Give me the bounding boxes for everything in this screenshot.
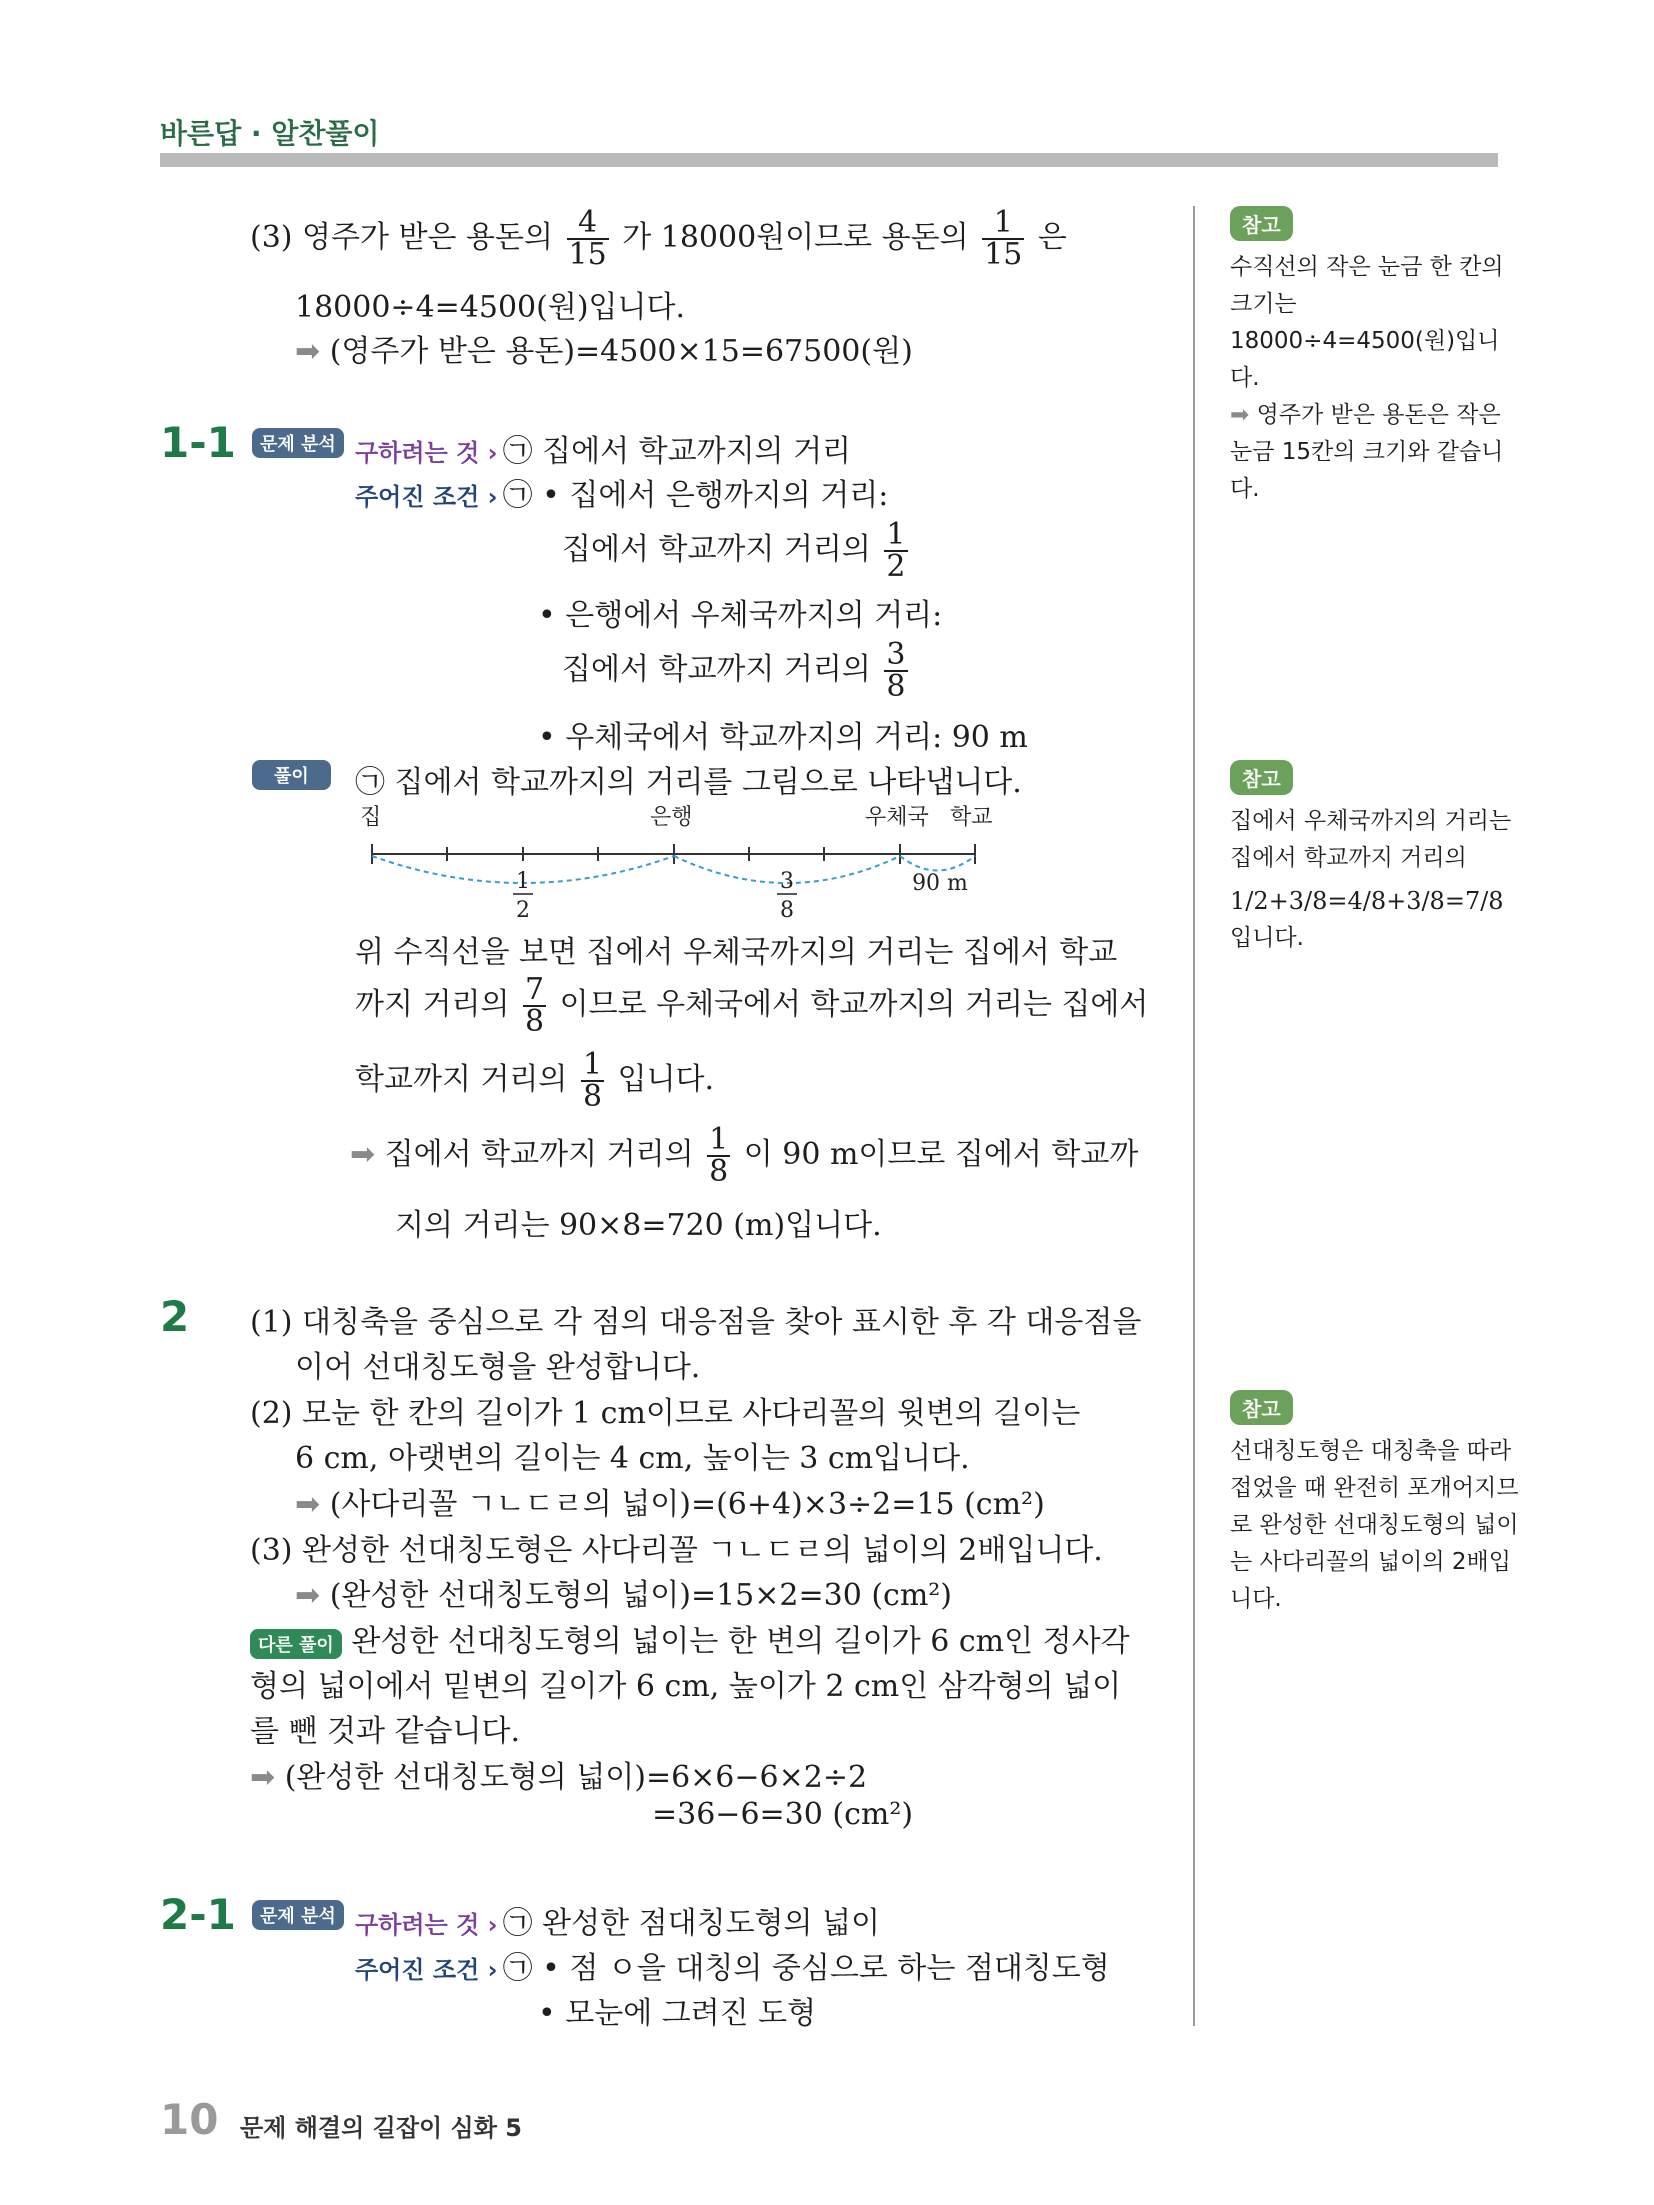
arrow-icon: ➡ [1230, 402, 1250, 428]
fraction: $\frac{3}{8}$ [886, 637, 906, 704]
fraction-expression: 1/2+3/8=4/8+3/8=7/8 [1230, 887, 1504, 915]
label-bank: 은행 [650, 805, 693, 830]
text-line: 이어 선대칭도형을 완성합니다. [295, 1350, 701, 1385]
arrow-icon: ➡ [350, 1137, 376, 1172]
label-post: 우체국 [865, 805, 929, 830]
want-row: 구하려는 것 › ㉠ 완성한 점대칭도형의 넓이 [355, 1906, 881, 1941]
fraction: $\frac{1}{8}$ [709, 1122, 729, 1189]
column-divider [1193, 206, 1195, 2026]
text-line: 형의 넓이에서 밑변의 길이가 6 cm, 높이가 2 cm인 삼각형의 넓이 [250, 1669, 1122, 1704]
text-line: 다른 풀이 완성한 선대칭도형의 넓이는 한 변의 길이가 6 cm인 정사각 [250, 1616, 1130, 1660]
text-line: 까지 거리의 $\frac{7}{8}$ 이므로 우체국에서 학교까지의 거리는 집에서 [355, 972, 1149, 1039]
fraction: $\frac{4}{15}$ [568, 205, 607, 272]
p3-line1: (3) 영주가 받은 용돈의 $\frac{4}{15}$ 가 18000원이므로 용돈의 $\frac{1}{15}$ 은 [250, 205, 1067, 272]
problem-number: 2-1 [160, 1890, 236, 1939]
text-line: ➡ (사다리꼴 ㄱㄴㄷㄹ의 넓이)=(6+4)×3÷2=15 (cm²) [295, 1487, 1045, 1522]
fraction: $\frac{1}{8}$ [582, 1047, 603, 1114]
arc-label-den: 2 [516, 898, 530, 923]
note-2: 참고 집에서 우체국까지의 거리는 집에서 학교까지 거리의 1/2+3/8=4/8+3/8=7/8 입니다. [1230, 760, 1520, 957]
text-line: ➡ 집에서 학교까지 거리의 $\frac{1}{8}$ 이 90 m이므로 집에서 학교까 [350, 1122, 1139, 1189]
text-line: (3) 완성한 선대칭도형은 사다리꼴 ㄱㄴㄷㄹ의 넓이의 2배입니다. [250, 1533, 1103, 1568]
fraction: $\frac{1}{2}$ [886, 517, 906, 584]
given-3: • 우체국에서 학교까지의 거리: 90 m [538, 720, 1028, 755]
want-row: 구하려는 것 › ㉠ 집에서 학교까지의 거리 [355, 434, 852, 469]
text-line: (2) 모눈 한 칸의 길이가 1 cm이므로 사다리꼴의 윗변의 길이는 [250, 1396, 1081, 1431]
alt-solution-tag: 다른 풀이 [250, 1629, 342, 1659]
text-line: =36−6=30 (cm²) [652, 1797, 914, 1832]
label-home: 집 [360, 805, 382, 830]
fraction: $\frac{7}{8}$ [524, 972, 545, 1039]
solution-tag: 풀이 [252, 760, 331, 790]
arrow-icon: ➡ [295, 334, 321, 369]
arrow-icon: ➡ [295, 1578, 321, 1613]
number-line [350, 800, 1010, 930]
text-line: 지의 거리는 90×8=720 (m)입니다. [395, 1208, 882, 1243]
given-row: 주어진 조건 › ㉠ • 집에서 은행까지의 거리: [355, 478, 889, 513]
header-title: 바른답 · 알찬풀이 [160, 117, 380, 150]
solution-line: ㉠ 집에서 학교까지의 거리를 그림으로 나타냅니다. [355, 765, 1022, 800]
note-1: 참고 수직선의 작은 눈금 한 칸의 크기는 18000÷4=4500(원)입니다. ➡ 영주가 받은 용돈은 작은 눈금 15칸의 크기와 같습니다. [1230, 206, 1520, 508]
note-head: 참고 [1230, 1390, 1293, 1425]
analysis-tag: 문제 분석 [252, 1900, 344, 1930]
arc-label-90m: 90 m [912, 871, 968, 896]
given-1b: 집에서 학교까지 거리의 $\frac{1}{2}$ [562, 517, 906, 584]
text-line: 를 뺀 것과 같습니다. [250, 1714, 520, 1749]
arc-label-den: 8 [780, 898, 794, 923]
text-line: 위 수직선을 보면 집에서 우체국까지의 거리는 집에서 학교 [355, 935, 1118, 970]
given-2: • 은행에서 우체국까지의 거리: [538, 598, 943, 633]
text-line: ➡ (완성한 선대칭도형의 넓이)=15×2=30 (cm²) [295, 1578, 953, 1613]
given-row: 주어진 조건 › ㉠ • 점 ㅇ을 대칭의 중심으로 하는 점대칭도형 [355, 1951, 1110, 1986]
text-line: 학교까지 거리의 $\frac{1}{8}$ 입니다. [355, 1047, 715, 1114]
label-school: 학교 [950, 805, 993, 830]
given-2: • 모눈에 그려진 도형 [538, 1996, 817, 2031]
problem-number: 1-1 [160, 418, 236, 467]
arrow-icon: ➡ [250, 1760, 276, 1795]
note-3: 참고 선대칭도형은 대칭축을 따라 접었을 때 완전히 포개어지므로 완성한 선대칭도형의 넓이는 사다리꼴의 넓이의 2배입니다. [1230, 1390, 1520, 1618]
arrow-icon: ➡ [295, 1487, 321, 1522]
arc-label-num: 1 [516, 869, 530, 894]
p3-line3: ➡ (영주가 받은 용돈)=4500×15=67500(원) [295, 334, 913, 369]
text-line: 6 cm, 아랫변의 길이는 4 cm, 높이는 3 cm입니다. [295, 1441, 970, 1476]
arc-label-num: 3 [780, 869, 794, 894]
page-number: 10 [160, 2095, 219, 2144]
note-head: 참고 [1230, 206, 1293, 241]
problem-number: 2 [160, 1292, 190, 1341]
fraction: $\frac{1}{15}$ [984, 205, 1023, 272]
book-title: 문제 해결의 길잡이 심화 5 [240, 2114, 522, 2142]
p3-line2: 18000÷4=4500(원)입니다. [295, 290, 686, 325]
text-line: (1) 대칭축을 중심으로 각 점의 대응점을 찾아 표시한 후 각 대응점을 [250, 1305, 1142, 1340]
given-2b: 집에서 학교까지 거리의 $\frac{3}{8}$ [562, 637, 906, 704]
header-bar [160, 153, 1498, 167]
analysis-tag: 문제 분석 [252, 428, 344, 458]
note-head: 참고 [1230, 760, 1293, 795]
text-line: ➡ (완성한 선대칭도형의 넓이)=6×6−6×2÷2 [250, 1760, 868, 1795]
